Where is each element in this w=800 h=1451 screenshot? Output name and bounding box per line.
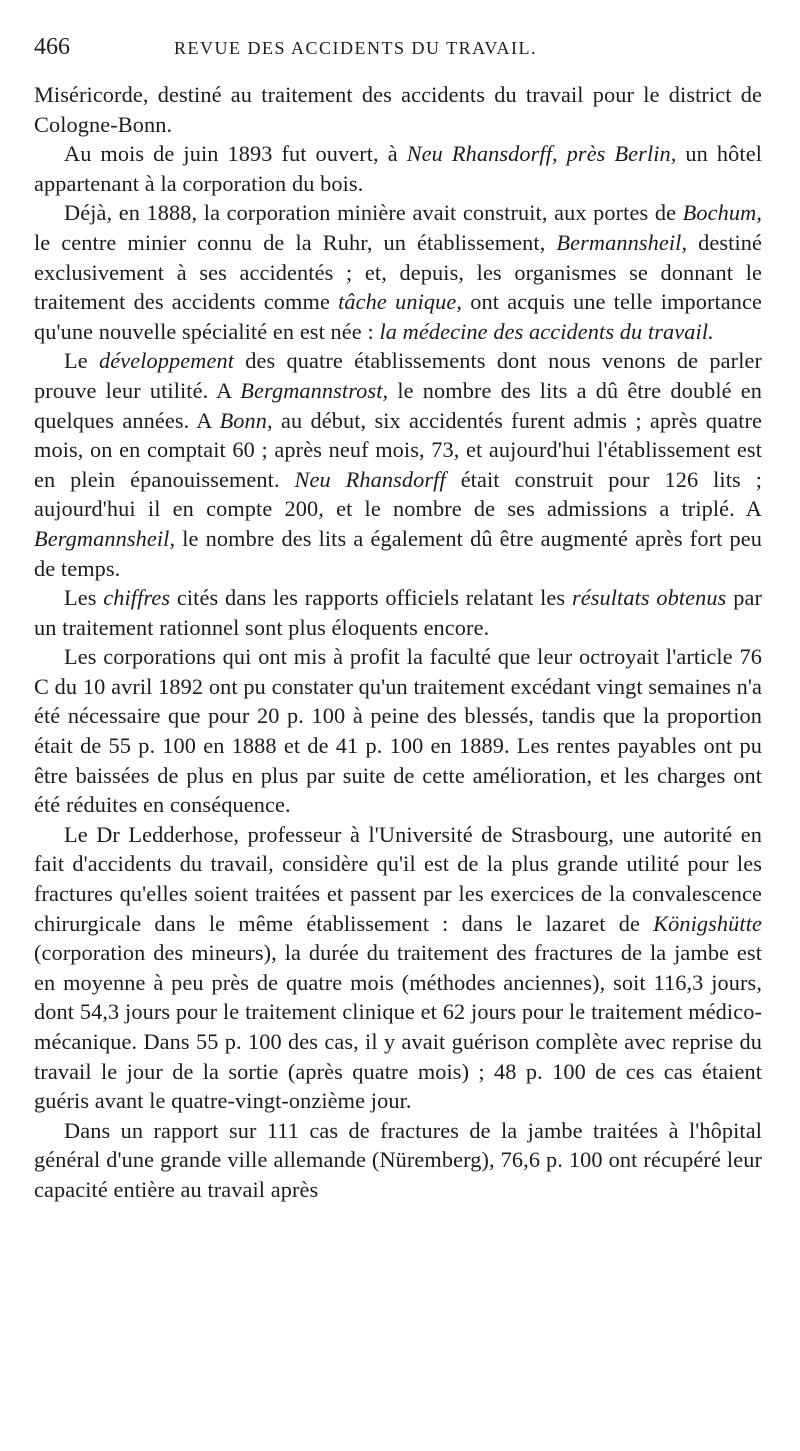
paragraph (34, 198, 762, 346)
text-run: le nombre des lits a dû être doublé en quelques années. A (34, 377, 762, 433)
text-run: au début, six accidentés furent admis ; après quatre mois, on en comptait 60 ; après neuf mois, 73, et aujourd'hui l'établissement est en plein épanouissement. (34, 407, 763, 492)
paragraph (34, 1116, 762, 1205)
paragraph (34, 346, 762, 583)
text-run: Les corporations qui ont mis à profit la faculté que leur octroyait l'article 76 C du 10 avril 1892 ont pu constater qu'un traitement excédant vingt semaines n'a été nécessaire que pour 20 p. 100 à peine des blessés, tandis que la proportion était de 55 p. 100 en 1888 et de 41 p. 100 en 1889. Les rentes payables ont pu être baissées de plus en plus par suite de cette amélioration, et les charges ont été réduites en conséquence. (34, 644, 762, 818)
italic-text-run: Neu Rhansdorff (294, 466, 446, 492)
text-run: par un traitement rationnel sont plus éloquents encore. (34, 585, 762, 640)
text-run: Les (64, 585, 104, 611)
text-run: cités dans les rapports officiels relatant les (170, 585, 572, 611)
italic-text-run: Bergmannstrost, (240, 377, 389, 403)
italic-text-run: chiffres (103, 585, 171, 611)
paragraph (34, 642, 762, 820)
text-run: un hôtel appartenant à la corporation du bois. (34, 141, 762, 196)
text-run: Miséricorde, destiné au traitement des accidents du travail pour le district de Cologne-Bonn. (34, 82, 762, 137)
italic-text-run: tâche unique, (338, 289, 463, 315)
text-run: Le (64, 348, 99, 374)
paragraph (34, 139, 762, 198)
italic-text-run: Königshütte (653, 910, 762, 936)
page-header (34, 34, 762, 80)
italic-text-run: Bergmannsheil, (34, 525, 176, 551)
text-run: le nombre des lits a également dû être augmenté après fort peu de temps. (34, 525, 762, 581)
body-text (34, 80, 762, 1205)
text-run: le centre minier connu de la Ruhr, un établissement, (34, 229, 557, 255)
text-run: Au mois de juin 1893 fut ouvert, à (64, 141, 407, 167)
italic-text-run: Bochum, (682, 200, 762, 226)
text-run: Déjà, en 1888, la corporation minière avait construit, aux portes de (64, 200, 683, 226)
italic-text-run: développement (98, 348, 235, 374)
text-run: était construit pour 126 lits ; aujourd'hui il en compte 200, et le nombre de ses admissions a triplé. A (34, 466, 763, 522)
text-run: Dans un rapport sur 111 cas de fractures de la jambe traitées à l'hôpital général d'une grande ville allemande (Nüremberg), 76,6 p. 100 ont récupéré leur capacité entière au travail après (34, 1117, 762, 1202)
text-run: destiné exclusivement à ses accidentés ; et, depuis, les organismes se donnant le traitement des accidents comme (34, 229, 762, 315)
paragraph (34, 583, 762, 642)
italic-text-run: Neu Rhansdorff, près Berlin, (406, 141, 677, 167)
running-title: REVUE DES ACCIDENTS DU TRAVAIL. (174, 38, 538, 58)
text-run: (corporation des mineurs), la durée du traitement des fractures de la jambe est en moyenne à peu près de quatre mois (méthodes anciennes), soit 116,3 jours, dont 54,3 jours pour le traitement clinique et 62 jours pour le traitement médico-mécanique. Dans 55 p. 100 des cas, il y avait guérison complète avec reprise du travail le jour de la sortie (après quatre mois) ; 48 p. 100 de ces cas étaient guéris avant le quatre-vingt-onzième jour. (34, 940, 762, 1114)
italic-text-run: Bonn, (219, 407, 273, 433)
italic-text-run: résultats obtenus (571, 585, 727, 611)
text-run: Le Dr Ledderhose, professeur à l'Université de Strasbourg, une autorité en fait d'accidents du travail, considère qu'il est de la plus grande utilité pour les fractures qu'elles soient traitées et passent par les exercices de la convalescence chirurgicale dans le même établissement : dans le lazaret de (34, 821, 762, 936)
page-number: 466 (34, 34, 70, 60)
italic-text-run: Bermannsheil, (556, 229, 688, 255)
paragraph (34, 820, 762, 1116)
paragraph (34, 80, 762, 139)
text-run: des quatre établissements dont nous venons de parler prouve leur utilité. A (34, 348, 763, 403)
text-run: ont acquis une telle importance qu'une nouvelle spécialité en est née : (34, 289, 762, 344)
italic-text-run: la médecine des accidents du travail. (379, 318, 714, 344)
